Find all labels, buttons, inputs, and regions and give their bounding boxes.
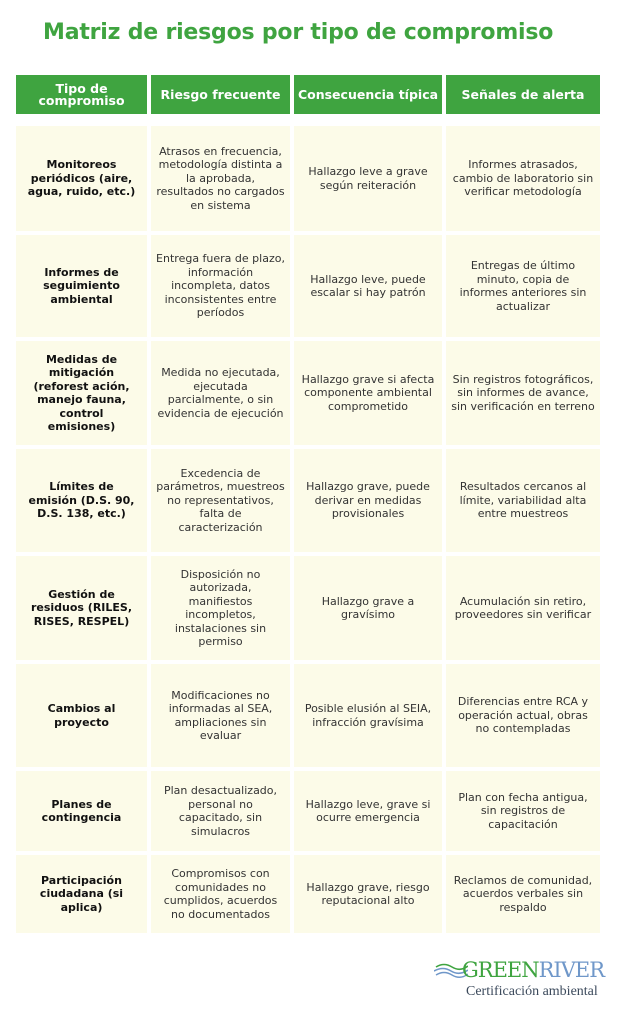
risk-matrix-table <box>16 75 600 937</box>
table-cell: Modificaciones no informadas al SEA, ampliaciones sin evaluar <box>151 664 290 767</box>
logo-river: RIVER <box>538 958 605 982</box>
table-cell: Plan con fecha antigua, sin registros de capacitación <box>446 771 600 851</box>
table-cell: Plan desactualizado, personal no capacitado, sin simulacros <box>151 771 290 851</box>
table-cell: Sin registros fotográficos, sin informes de avance, sin verificación en terreno <box>446 341 600 445</box>
table-cell: Acumulación sin retiro, proveedores sin verificar <box>446 556 600 660</box>
table-cell: Hallazgo grave, riesgo reputacional alto <box>294 855 442 933</box>
table-cell: Posible elusión al SEIA, infracción gravísima <box>294 664 442 767</box>
table-cell: Hallazgo leve a grave según reiteración <box>294 126 442 231</box>
table-cell: Informes atrasados, cambio de laboratorio sin verificar metodología <box>446 126 600 231</box>
table-cell: Entregas de último minuto, copia de informes anteriores sin actualizar <box>446 235 600 337</box>
row-label: Cambios al proyecto <box>16 664 147 767</box>
row-label: Planes de contingencia <box>16 771 147 851</box>
table-cell: Hallazgo leve, grave si ocurre emergencia <box>294 771 442 851</box>
row-label: Límites de emisión (D.S. 90, D.S. 138, etc.) <box>16 449 147 552</box>
table-cell: Medida no ejecutada, ejecutada parcialmente, o sin evidencia de ejecución <box>151 341 290 445</box>
page-title: Matriz de riesgos por tipo de compromiso <box>43 20 554 45</box>
table-cell: Diferencias entre RCA y operación actual, obras no contempladas <box>446 664 600 767</box>
table-cell: Disposición no autorizada, manifiestos incompletos, instalaciones sin permiso <box>151 556 290 660</box>
row-label: Informes de seguimiento ambiental <box>16 235 147 337</box>
logo-green: GREEN <box>462 958 539 982</box>
table-cell: Resultados cercanos al límite, variabilidad alta entre muestreos <box>446 449 600 552</box>
table-cell: Atrasos en frecuencia, metodología distinta a la aprobada, resultados no cargados en sistema <box>151 126 290 231</box>
row-label: Gestión de residuos (RILES, RISES, RESPEL) <box>16 556 147 660</box>
table-cell: Hallazgo grave a gravísimo <box>294 556 442 660</box>
table-cell: Hallazgo grave, puede derivar en medidas provisionales <box>294 449 442 552</box>
column-header: Tipo de compromiso <box>16 75 147 114</box>
greenriver-logo <box>434 958 604 1004</box>
table-cell: Compromisos con comunidades no cumplidos, acuerdos no documentados <box>151 855 290 933</box>
logo-wordmark <box>462 958 604 982</box>
table-cell: Hallazgo grave si afecta componente ambiental comprometido <box>294 341 442 445</box>
logo-tagline: Certificación ambiental <box>466 984 598 999</box>
row-label: Medidas de mitigación (reforest ación, manejo fauna, control emisiones) <box>16 341 147 445</box>
table-cell: Excedencia de parámetros, muestreos no representativos, falta de caracterización <box>151 449 290 552</box>
column-header: Señales de alerta <box>446 75 600 114</box>
table-cell: Entrega fuera de plazo, información incompleta, datos inconsistentes entre períodos <box>151 235 290 337</box>
table-cell: Reclamos de comunidad, acuerdos verbales sin respaldo <box>446 855 600 933</box>
column-header: Consecuencia típica <box>294 75 442 114</box>
row-label: Participación ciudadana (si aplica) <box>16 855 147 933</box>
table-cell: Hallazgo leve, puede escalar si hay patrón <box>294 235 442 337</box>
column-header: Riesgo frecuente <box>151 75 290 114</box>
row-label: Monitoreos periódicos (aire, agua, ruido, etc.) <box>16 126 147 231</box>
